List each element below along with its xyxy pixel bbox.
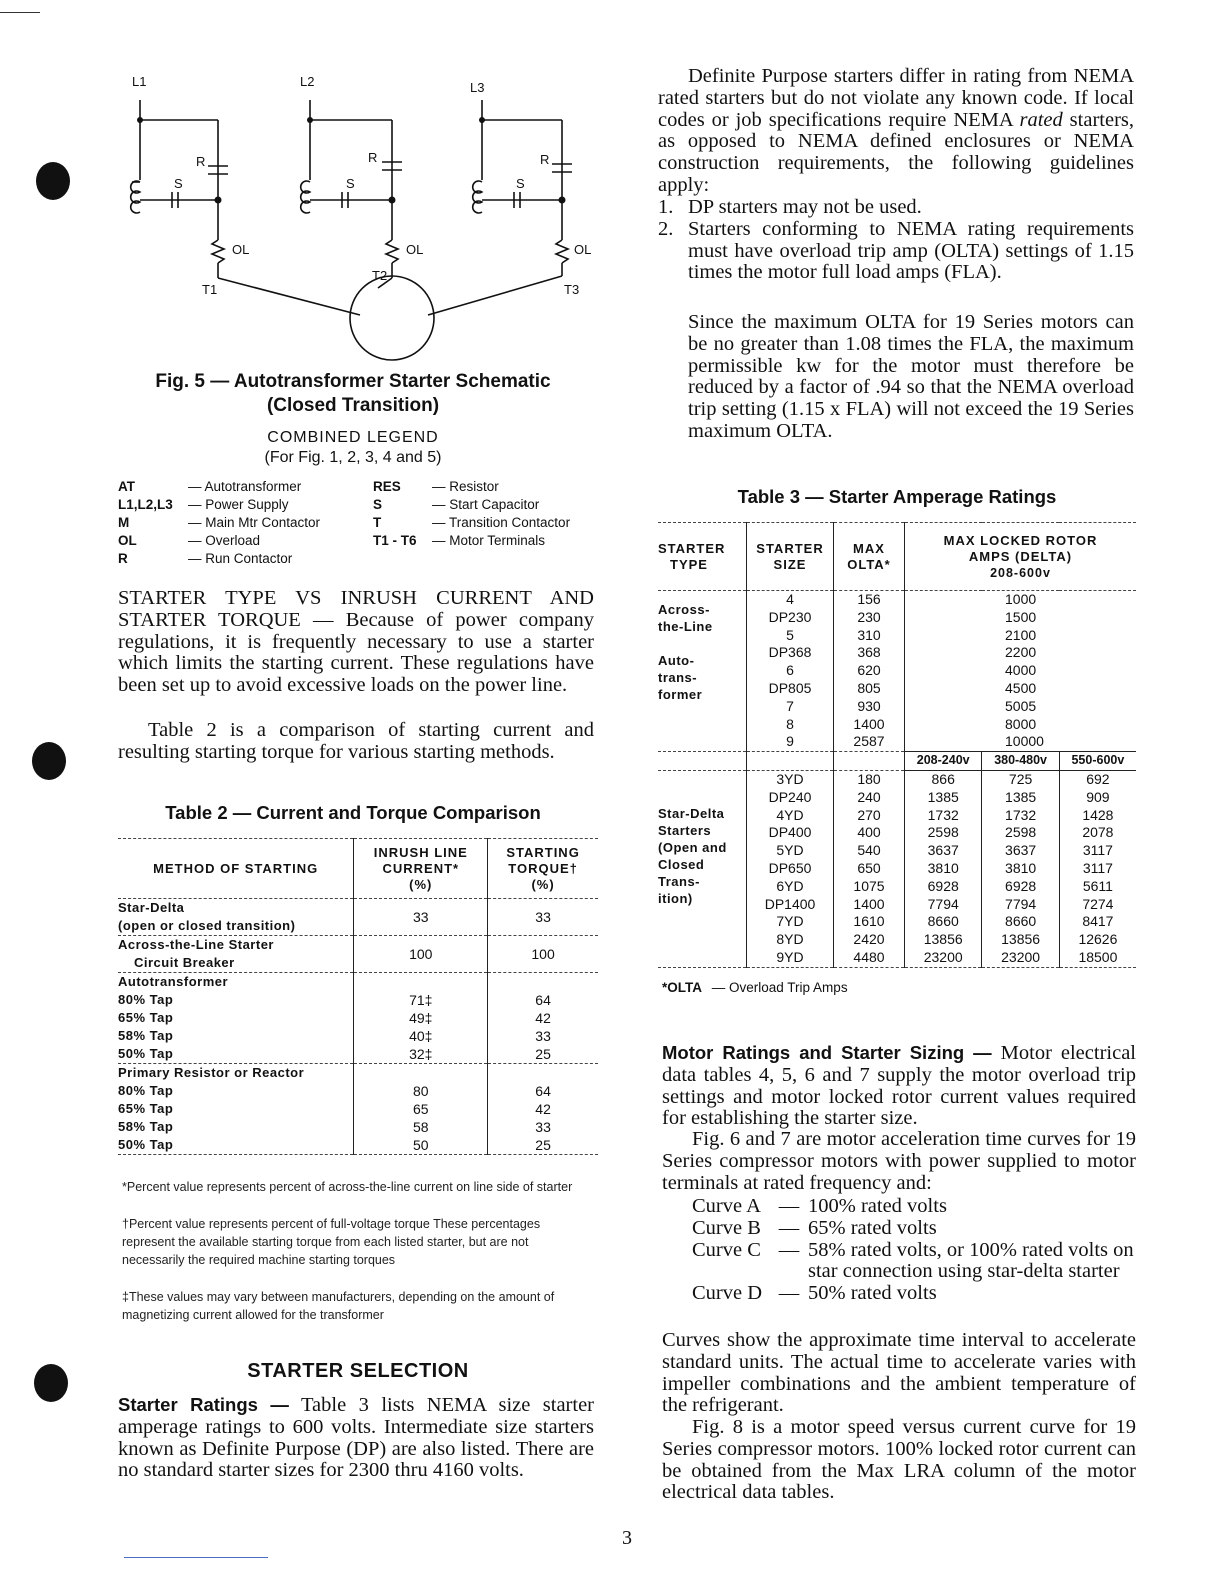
- table-row: DP230 230 1500: [658, 609, 1136, 627]
- svg-text:OL: OL: [406, 242, 424, 257]
- terminal-label-t1: T1: [202, 282, 218, 297]
- table2-footnote: *Percent value represents percent of across-the-line current on line side of starter: [122, 1180, 573, 1194]
- table-row: Star-Delta Starters (Open and Closed Trans- ition) 3YD 180 866 725 692: [658, 770, 1136, 788]
- motor-ratings-paragraph: Motor Ratings and Starter Sizing — Motor electrical data tables 4, 5, 6 and 7 supply the motor overload trip settings and motor locked rotor current values required for establishing the starter size.: [662, 1042, 1136, 1130]
- section-heading: STARTER SELECTION: [247, 1360, 469, 1382]
- table-row: 7YD 1610 8660 8660 8417: [658, 913, 1136, 931]
- table-row: 65% Tap 49‡ 42: [118, 1009, 598, 1027]
- svg-text:S: S: [516, 176, 525, 191]
- table3-title: Table 3 — Starter Amperage Ratings: [737, 486, 1057, 507]
- table-row: 5 310 2100: [658, 627, 1136, 645]
- table-row: 8 1400 8000: [658, 716, 1136, 734]
- table-row: Primary Resistor or Reactor: [118, 1064, 598, 1083]
- acceleration-paragraph: Curves show the approximate time interval to accelerate standard units. The actual time to accelerate varies with impeller combinations and the ambient temperature of the refrigerant.: [662, 1329, 1136, 1417]
- table-row: 7 930 5005: [658, 698, 1136, 716]
- table-row: 58% Tap 40‡ 33: [118, 1027, 598, 1045]
- starter-type-label: Across- the-Line Auto- trans- former: [658, 602, 713, 702]
- figure-caption: Fig. 5 — Autotransformer Starter Schematic (Closed Transition): [155, 371, 551, 416]
- curves-intro-paragraph: Fig. 6 and 7 are motor acceleration time curves for 19 Series compressor motors with power supplied to motor terminals at rated frequency and:: [662, 1128, 1136, 1194]
- list-item: 1. DP starters may not be used.: [658, 196, 922, 218]
- table-row: 50% Tap 32‡ 25: [118, 1045, 598, 1064]
- speed-current-paragraph: Fig. 8 is a motor speed versus current curve for 19 Series compressor motors. 100% locked rotor current can be obtained from the Max LRA column of the motor electrical data tables.: [662, 1416, 1136, 1504]
- legend-title: COMBINED LEGEND (For Fig. 1, 2, 3, 4 and 5): [264, 429, 442, 466]
- table3-footnote: *OLTA — Overload Trip Amps: [662, 980, 848, 995]
- svg-text:R: R: [540, 152, 550, 167]
- page-number: 3: [622, 1527, 632, 1549]
- bottom-edge-rule: [124, 1557, 268, 1558]
- table-row: 9YD 4480 23200 23200 18500: [658, 949, 1136, 967]
- table-row: 80% Tap 80 64: [118, 1082, 598, 1100]
- svg-text:R: R: [368, 150, 378, 165]
- table2-title: Table 2 — Current and Torque Comparison: [165, 802, 541, 823]
- table-row: 6 620 4000: [658, 662, 1136, 680]
- table-row: 6YD 1075 6928 6928 5611: [658, 878, 1136, 896]
- table-row: DP400 400 2598 2598 2078: [658, 824, 1136, 842]
- starter-type-label: Star-Delta Starters (Open and Closed Trans- ition): [658, 770, 747, 967]
- table-row: DP805 805 4500: [658, 680, 1136, 698]
- table-row: 9 2587 10000: [658, 733, 1136, 751]
- table2-footnote: †Percent value represents percent of full-voltage torque These percentages represent the available starting torque from each listed starter, but are not necessarily the required machine starting torques: [122, 1217, 541, 1267]
- starter-type-paragraph: STARTER TYPE VS INRUSH CURRENT AND STARTER TORQUE — Because of power company regulations, it is frequently necessary to use a starter which limits the starting current. These regulations have been set up to avoid excessive loads on the power line.: [118, 587, 594, 697]
- table-row: DP1400 1400 7794 7794 7274: [658, 896, 1136, 914]
- table-row: 58% Tap 58 33: [118, 1118, 598, 1136]
- svg-text:OL: OL: [574, 242, 592, 257]
- starter-ratings-paragraph: Starter Ratings — Table 3 lists NEMA size starter amperage ratings to 600 volts. Intermediate size starters known as Definite Purpose (DP) are also listed. There are no standard starter sizes for 2300 thru 4160 volts.: [118, 1394, 594, 1482]
- list-item: Curve B — 65% rated volts: [692, 1216, 937, 1239]
- voltage-header-row: 208-240v 380-480v 550-600v: [658, 752, 1136, 771]
- curve-list: [692, 1196, 1136, 1305]
- svg-text:S: S: [174, 176, 183, 191]
- binder-hole-icon: [32, 742, 66, 780]
- table-row: 65% Tap 65 42: [118, 1100, 598, 1118]
- line-label-l2: L2: [300, 74, 315, 89]
- guideline-list: [658, 197, 1134, 284]
- table-row: Across- the-Line Auto- trans- former 4 156 1000: [658, 591, 1136, 609]
- top-edge-rule: [0, 12, 40, 13]
- legend-list: AT — Autotransformer L1,L2,L3 — Power Supply M — Main Mtr Contactor OL — Overload R — Run Contactor RES — Resistor S — Start Capacitor T — Transition Contactor T1 - T6 — Motor Terminals: [118, 479, 571, 566]
- terminal-label-t3: T3: [564, 282, 580, 297]
- table-row: 8YD 2420 13856 13856 12626: [658, 931, 1136, 949]
- table-row: Star-Delta (open or closed transition) 33 33: [118, 899, 598, 936]
- list-item: 2. Starters conforming to NEMA rating requirements must have overload trip amp (OLTA) settings of 1.15 times the motor full load amps (FLA).: [658, 217, 1134, 284]
- definite-purpose-paragraph: Definite Purpose starters differ in rating from NEMA rated starters but do not violate any known code. If local codes or job specifications require NEMA rated starters, as opposed to NEMA defined enclosures or NEMA construction requirements, the following guidelines apply:: [658, 65, 1134, 196]
- svg-text:R: R: [196, 154, 206, 169]
- binder-hole-icon: [36, 162, 70, 200]
- table-row: DP240 240 1385 1385 909: [658, 789, 1136, 807]
- binder-hole-icon: [34, 1364, 68, 1402]
- table-row: 5YD 540 3637 3637 3117: [658, 842, 1136, 860]
- current-torque-table: METHOD OF STARTING INRUSH LINE CURRENT* (%) STARTING TORQUE† (%) Star-Delta (open or closed transition) 33 33 Across-the-Line Starter Circuit Breaker 100 100 Autotransformer 80% Tap 71‡ 64 65% Tap 49‡ 42 58% Tap 40‡ 33 50% Tap 32‡ 25 Primary Resistor or Reactor 80% Tap 80 64 65% Tap 65 42 58% Tap 58 33 50% Tap 50 25: [118, 838, 598, 1155]
- table-row: DP650 650 3810 3810 3117: [658, 860, 1136, 878]
- table-row: DP368 368 2200: [658, 644, 1136, 662]
- table-row: 80% Tap 71‡ 64: [118, 991, 598, 1009]
- terminal-label-t2: T2: [372, 268, 388, 283]
- svg-text:S: S: [346, 176, 355, 191]
- list-item: Curve D — 50% rated volts: [692, 1282, 937, 1305]
- table-row: Across-the-Line Starter Circuit Breaker 100 100: [118, 936, 598, 973]
- list-item: Curve A — 100% rated volts: [692, 1195, 947, 1217]
- table-row: Autotransformer: [118, 973, 598, 992]
- table-row: 4YD 270 1732 1732 1428: [658, 807, 1136, 825]
- starter-amperage-table: STARTER TYPE STARTER SIZE MAX OLTA* MAX LOCKED ROTOR AMPS (DELTA) 208-600v Across- the-Line Auto- trans- former 4 156 1000 DP230 230 1500 5 310 2100 DP368 368 2200 6 620 4000 DP805 805 4500 7 930 5005 8 1400 8000 9 2587 10000 208-240v 380-480v 550-600v Star-Delta Starters (Open and Closed Trans- ition) 3YD 180 866 725 692 DP240 240 1385 1385 909 4YD 270 1732 1732 1428 DP400 400 2598 2598 2078 5YD 540 3637 3637 3117 DP650 650 3810 3810 3117 6YD 1075 6928 6928 5611 DP1400 1400 7794 7794 7274 7YD 1610 8660 8660 8417 8YD 2420 13856 13856 12626 9YD 4480 23200 23200 18500: [658, 522, 1136, 968]
- line-label-l3: L3: [470, 80, 485, 95]
- table-row: 50% Tap 50 25: [118, 1136, 598, 1155]
- list-item: Curve C — 58% rated volts, or 100% rated volts on star connection using star-delta starter: [692, 1238, 1134, 1283]
- autotransformer-schematic: [110, 70, 600, 370]
- svg-text:OL: OL: [232, 242, 250, 257]
- olta-paragraph: Since the maximum OLTA for 19 Series motors can be no greater than 1.08 times the FLA, the maximum permissible kw for the motor must therefore be reduced by a factor of .94 so that the NEMA overload trip setting (1.15 x FLA) will not exceed the 19 Series maximum OLTA.: [688, 311, 1134, 442]
- table2-footnote: ‡These values may vary between manufacturers, depending on the amount of magnetizing current allowed for the transformer: [122, 1290, 555, 1322]
- line-label-l1: L1: [132, 74, 147, 89]
- table2-intro-paragraph: Table 2 is a comparison of starting current and resulting starting torque for various starting methods.: [118, 719, 594, 763]
